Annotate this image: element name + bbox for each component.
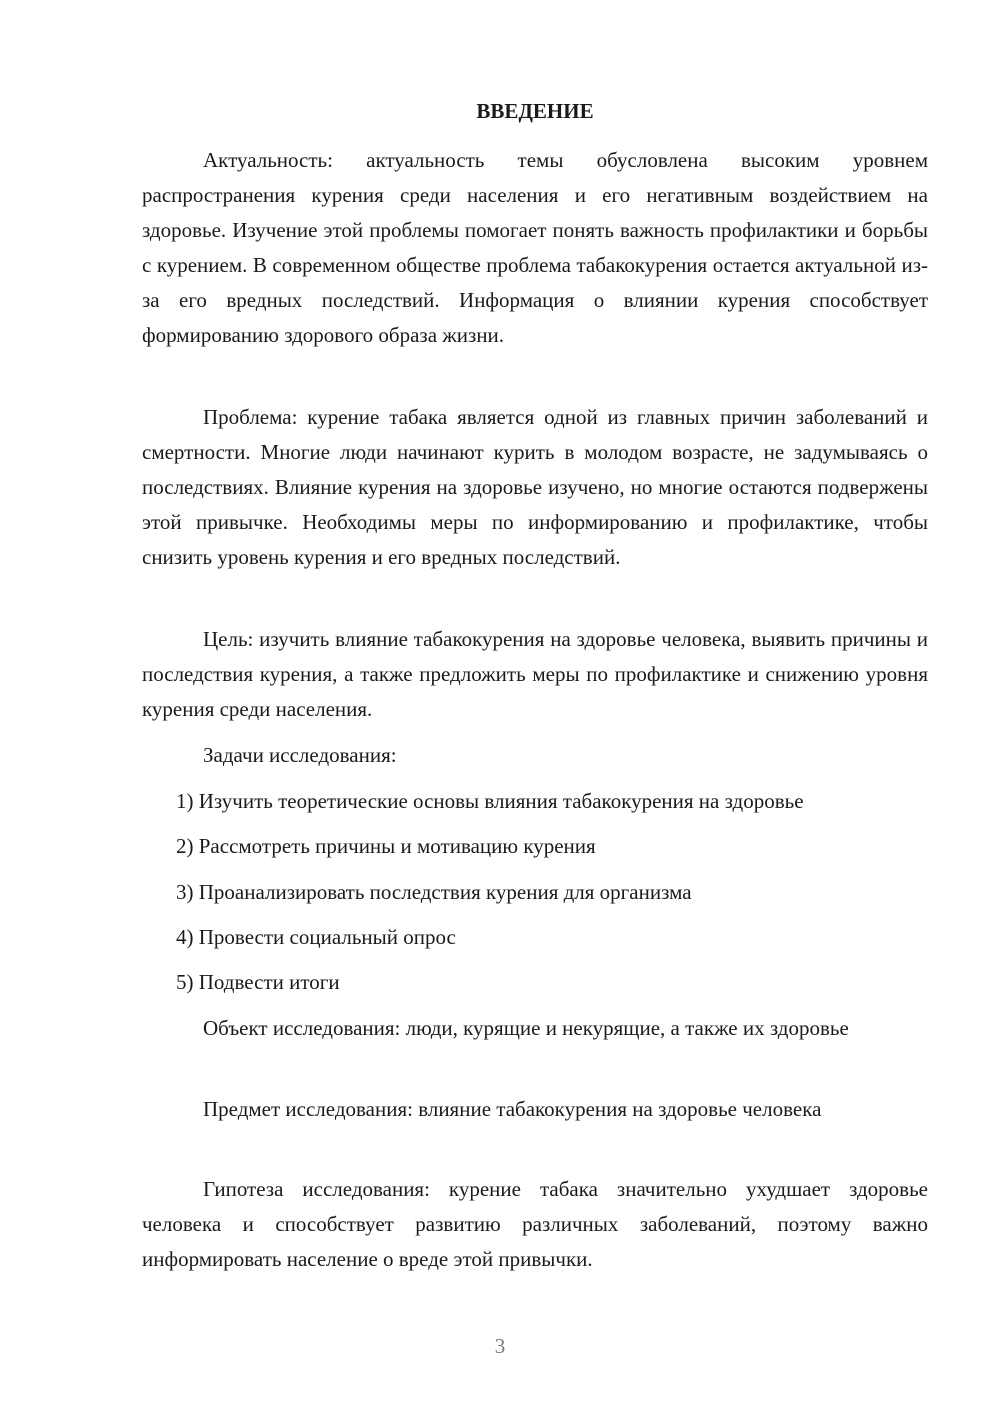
task-item-3: 3) Проанализировать последствия курения для организма [176, 880, 692, 904]
problem-paragraph: Проблема: курение табака является одной из главных причин заболеваний и смертности. Многие люди начинают курить в молодом возрасте, не задумываясь о последствиях. Влияние курения на здоровье изучено, но многие остаются подвержены этой привычке. Необходимы меры по информированию и профилактике, чтобы снизить уровень курения и его вредных последствий. [142, 405, 928, 569]
task-item-5: 5) Подвести итоги [176, 970, 340, 994]
page-title: ВВЕДЕНИЕ [476, 99, 594, 123]
task-item-1: 1) Изучить теоретические основы влияния табакокурения на здоровье [176, 789, 804, 813]
task-item-2: 2) Рассмотреть причины и мотивацию курения [176, 834, 596, 858]
subject-paragraph: Предмет исследования: влияние табакокурения на здоровье человека [203, 1097, 822, 1121]
page-number: 3 [494, 1334, 506, 1358]
tasks-heading: Задачи исследования: [203, 743, 397, 767]
hypothesis-paragraph: Гипотеза исследования: курение табака значительно ухудшает здоровье человека и способствует развитию различных заболеваний, поэтому важно информировать население о вреде этой привычки. [142, 1177, 928, 1271]
object-paragraph: Объект исследования: люди, курящие и некурящие, а также их здоровье [203, 1016, 849, 1040]
task-item-4: 4) Провести социальный опрос [176, 925, 456, 949]
relevance-paragraph: Актуальность: актуальность темы обусловлена высоким уровнем распространения курения среди населения и его негативным воздействием на здоровье. Изучение этой проблемы помогает понять важность профилактики и борьбы с курением. В современном обществе проблема табакокурения остается актуальной из-за его вредных последствий. Информация о влиянии курения способствует формированию здорового образа жизни. [142, 148, 928, 347]
goal-paragraph: Цель: изучить влияние табакокурения на здоровье человека, выявить причины и последствия курения, а также предложить меры по профилактике и снижению уровня курения среди населения. [142, 627, 928, 721]
